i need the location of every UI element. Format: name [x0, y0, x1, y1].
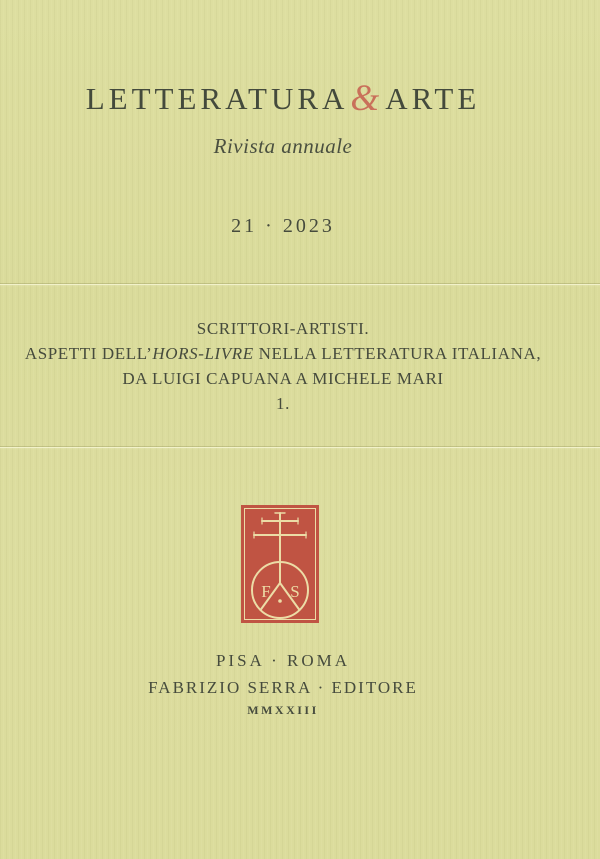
theme-line-2-italic: HORS-LIVRE — [152, 344, 254, 363]
emblem-letter-f: F — [261, 582, 271, 601]
publisher-emblem — [241, 505, 319, 623]
journal-title-part2: ARTE — [385, 81, 481, 116]
jacket-fold-line-top-shading — [0, 283, 600, 287]
journal-title-part1: LETTERATURA — [85, 81, 349, 116]
jacket-fold-line-top — [0, 283, 600, 287]
journal-subtitle: Rivista annuale — [213, 134, 353, 158]
publisher-name: FABRIZIO SERRA · EDITORE — [148, 678, 418, 697]
journal-title-ampersand: & — [350, 78, 380, 119]
theme-line-2-pre: ASPETTI DELL’ — [24, 344, 153, 363]
issue-theme-block — [0, 316, 583, 416]
theme-line-2 — [0, 341, 583, 366]
publisher-emblem-graphic — [241, 505, 319, 623]
theme-part-number: 1. — [276, 394, 290, 413]
jacket-fold-line-bottom — [0, 446, 600, 450]
publisher-cities: PISA · ROMA — [215, 651, 351, 670]
jacket-fold-line-bottom-shading — [0, 446, 600, 450]
theme-line-2-post: NELLA LETTERATURA ITALIANA, — [253, 344, 542, 363]
publication-year-roman: MMXXIII — [247, 703, 319, 717]
journal-title — [0, 80, 583, 117]
emblem-letter-s: S — [290, 582, 300, 601]
theme-line-1: SCRITTORI-ARTISTI. — [196, 319, 370, 338]
issue-number-year: 21 · 2023 — [231, 215, 335, 237]
theme-line-3: DA LUIGI CAPUANA A MICHELE MARI — [122, 369, 444, 388]
emblem-dot — [278, 599, 282, 603]
